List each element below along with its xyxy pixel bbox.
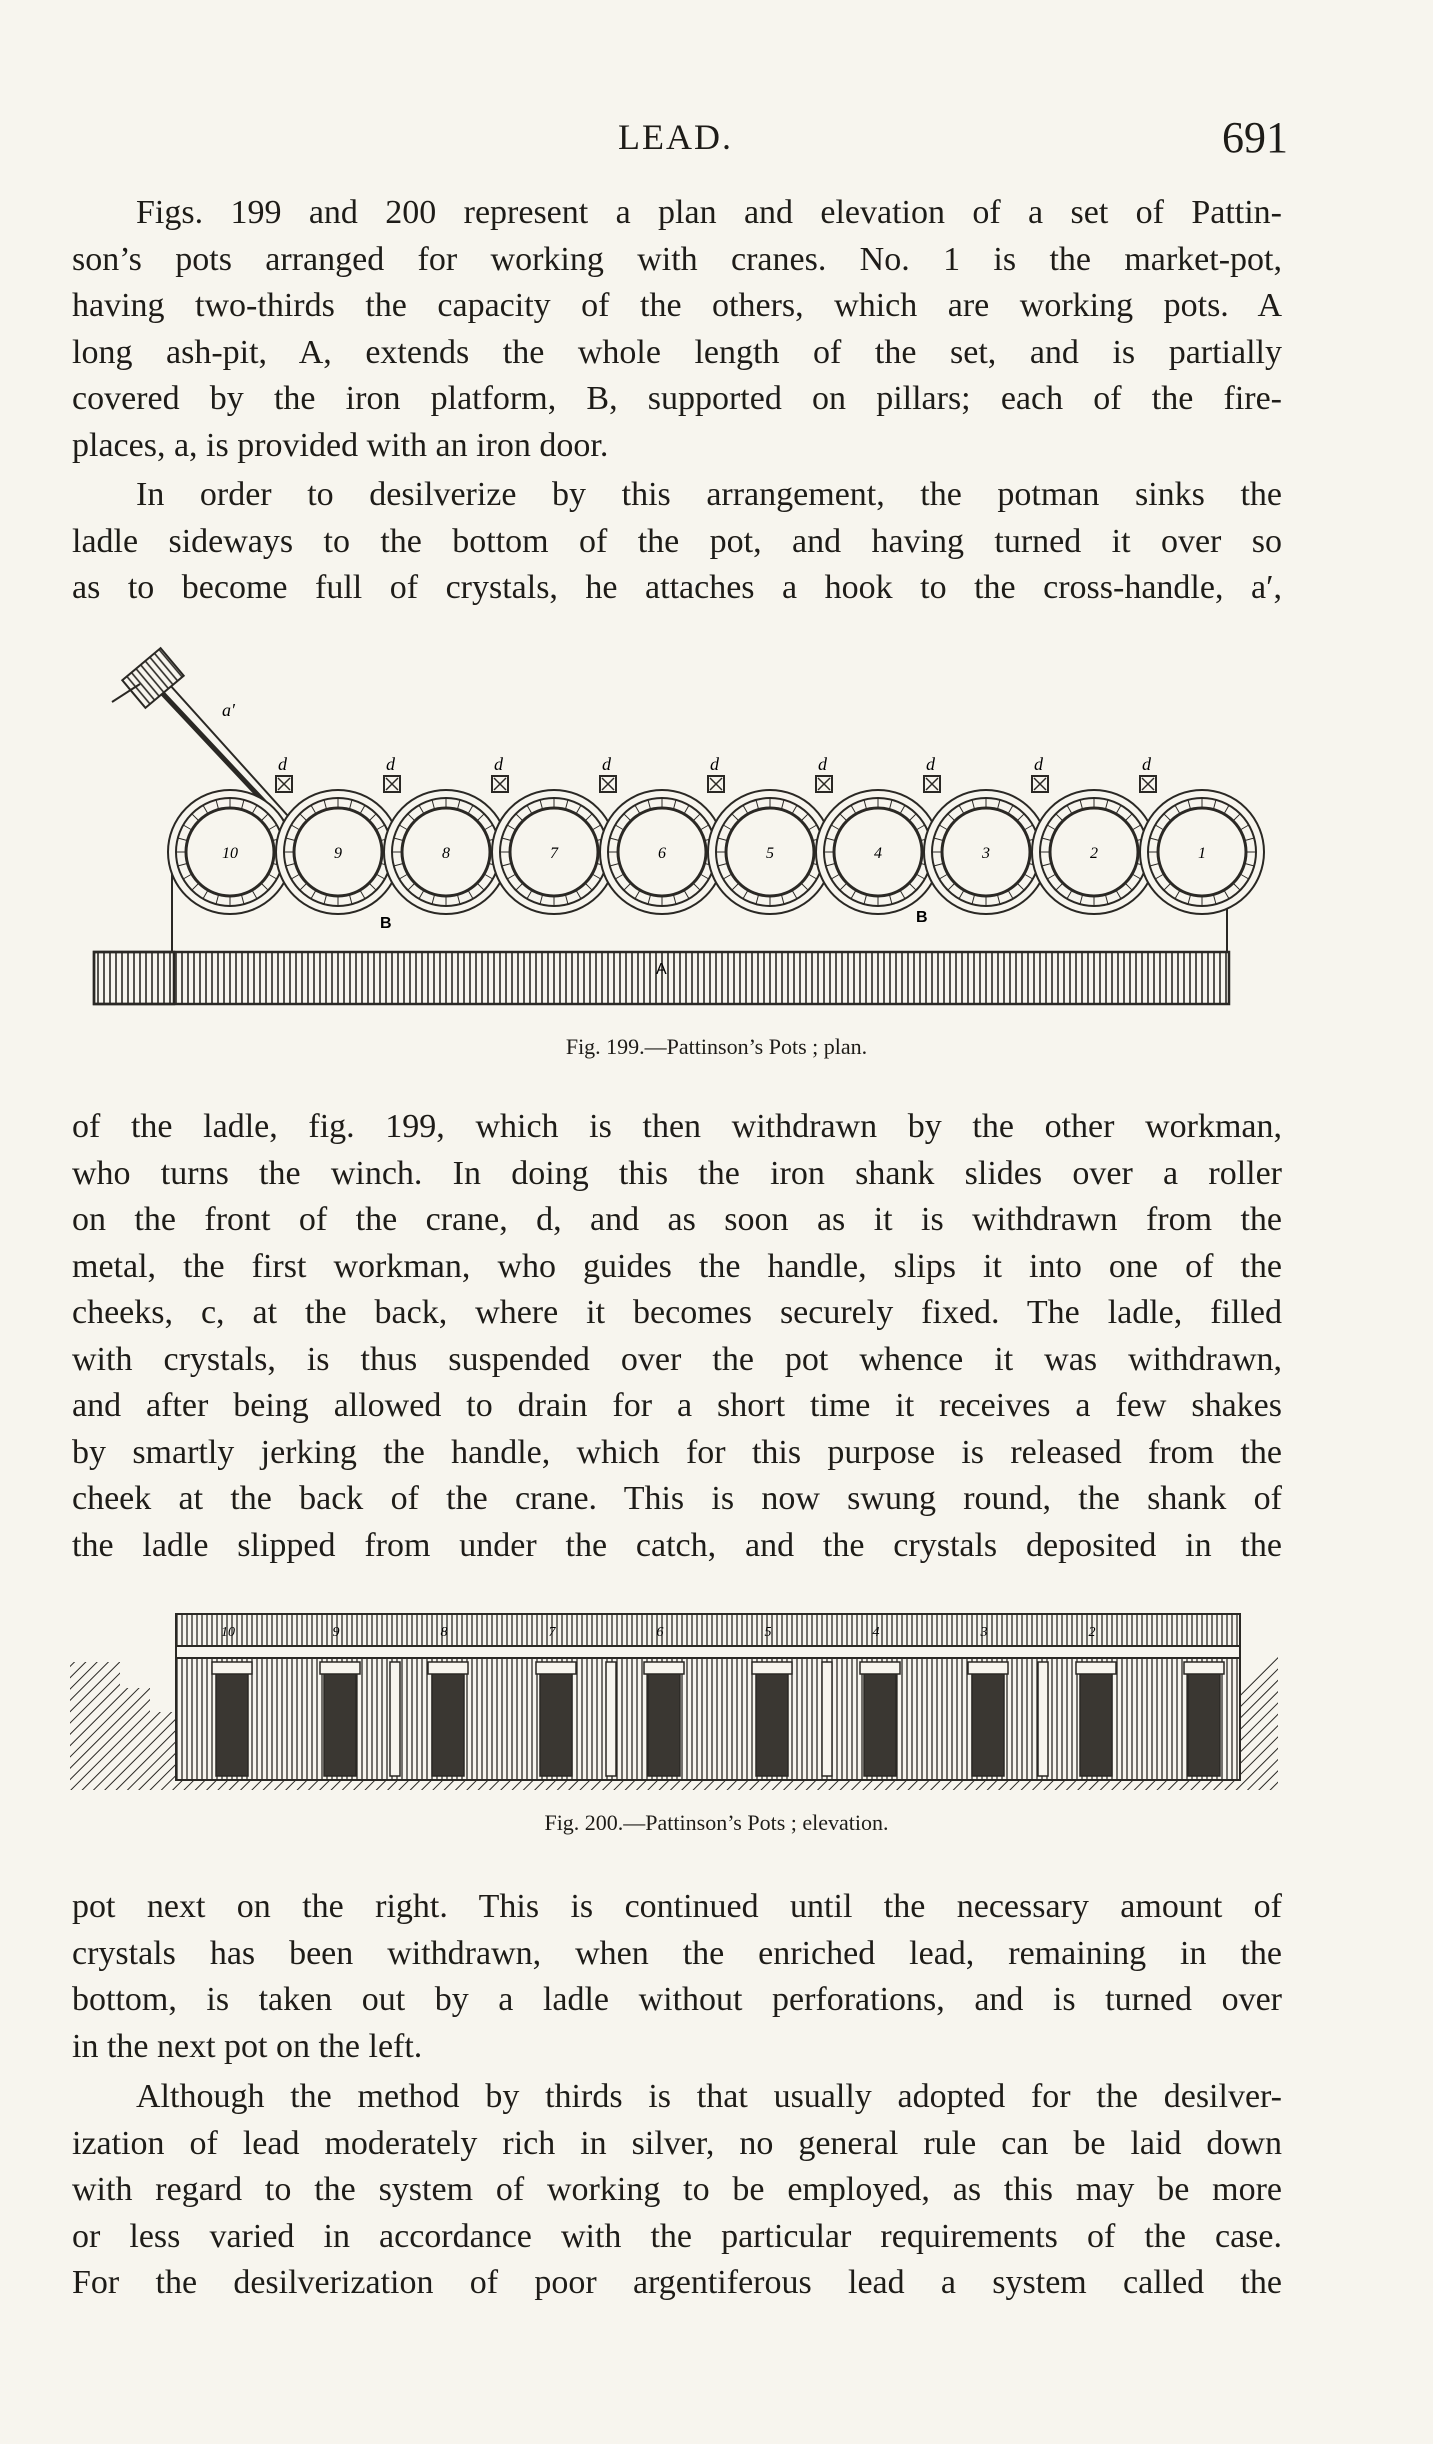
crane [1032, 754, 1048, 792]
text-line: crystals has been withdrawn, when the enriched lead, remaining in the [72, 1934, 1282, 1972]
text-line: having two-thirds the capacity of the others, which are working pots. A [72, 287, 1282, 324]
elevation-pot-label: 9 [332, 1625, 340, 1640]
pot [492, 790, 616, 914]
pot [816, 790, 940, 914]
text-line: who turns the winch. In doing this the iron shank slides over a roller [72, 1154, 1282, 1192]
pillar [822, 1662, 832, 1776]
text-line: Figs. 199 and 200 represent a plan and elevation of a set of Pattin- [136, 194, 1282, 231]
text-line: cheeks, c, at the back, where it becomes securely fixed. The ladle, filled [72, 1294, 1282, 1331]
pot [276, 790, 400, 914]
text-line: cheek at the back of the crane. This is now swung round, the shank of [72, 1480, 1282, 1517]
pot-label: 7 [550, 845, 558, 862]
door-lintel [428, 1662, 468, 1674]
figure-199-caption: Fig. 199.—Pattinson’s Pots ; plan. [565, 1034, 868, 1059]
pot [384, 790, 508, 914]
door-lintel [968, 1662, 1008, 1674]
pot-row [168, 790, 1264, 914]
door-lintel [212, 1662, 252, 1674]
door-lintel [536, 1662, 576, 1674]
elevation-pot-label: 5 [764, 1625, 772, 1640]
pillar [1038, 1662, 1048, 1776]
elevation-pot-label: 4 [872, 1625, 880, 1640]
elevation-pot-label: 10 [221, 1625, 235, 1640]
pot-label: 8 [442, 845, 450, 862]
figure-200-caption: Fig. 200.—Pattinson’s Pots ; elevation. [544, 1810, 889, 1835]
crane-label: d [926, 754, 935, 774]
ash-pit [94, 952, 1229, 1004]
crane [708, 754, 724, 792]
pillar [390, 1662, 400, 1776]
fire-door [216, 1672, 248, 1776]
elevation-pot-label: 8 [440, 1625, 448, 1640]
door-lintel [1184, 1662, 1224, 1674]
platform-label: B [380, 915, 392, 932]
text-line: in the next pot on the left. [72, 2027, 423, 2065]
crane [492, 754, 508, 792]
door-lintel [644, 1662, 684, 1674]
pot [1032, 790, 1156, 914]
fire-door [324, 1672, 356, 1776]
text-line: son’s pots arranged for working with cranes. No. 1 is the market-pot, [72, 240, 1282, 278]
elevation-pot-label: 7 [548, 1625, 556, 1640]
text-line: covered by the iron platform, B, supported on pillars; each of the fire- [72, 380, 1282, 417]
figure-200 [0, 1600, 1433, 1850]
pot-label: 3 [982, 845, 990, 862]
door-lintel [320, 1662, 360, 1674]
pot-label: 10 [222, 845, 238, 862]
crane [924, 754, 940, 792]
page-header [0, 112, 1433, 172]
text-line: and after being allowed to drain for a short time it receives a few shakes [72, 1387, 1282, 1424]
fire-door [648, 1672, 680, 1776]
door-lintel [860, 1662, 900, 1674]
door-lintel [1076, 1662, 1116, 1674]
pot-label: 4 [874, 845, 882, 862]
pot-label: 6 [658, 845, 666, 862]
elevation-pot-label: 2 [1088, 1625, 1096, 1640]
text-line: metal, the first workman, who guides the handle, slips it into one of the [72, 1247, 1282, 1285]
page-number: 691 [1222, 113, 1288, 162]
platform-label: B [916, 909, 928, 926]
crane-label: d [278, 754, 287, 774]
fire-door [540, 1672, 572, 1776]
crane-label: d [818, 754, 827, 774]
text-line: places, a, is provided with an iron door. [72, 426, 609, 464]
door-lintel [752, 1662, 792, 1674]
fire-door [756, 1672, 788, 1776]
crane-label: d [386, 754, 395, 774]
handle-label: a′ [222, 700, 235, 720]
text-line: or less varied in accordance with the particular requirements of the case. [72, 2217, 1282, 2255]
crane-label: d [1142, 754, 1151, 774]
crane [816, 754, 832, 792]
elevation-pot-label: 6 [656, 1625, 664, 1640]
fire-door [972, 1672, 1004, 1776]
text-line: In order to desilverize by this arrangement, the potman sinks the [136, 476, 1282, 513]
fire-door [864, 1672, 896, 1776]
pot-label: 1 [1198, 845, 1206, 862]
crane [1140, 754, 1156, 792]
elevation-pot-label: 3 [980, 1625, 988, 1640]
pot [1140, 790, 1264, 914]
crane-label: d [710, 754, 719, 774]
text-line: ladle sideways to the bottom of the pot, and having turned it over so [72, 522, 1282, 560]
pillar [606, 1662, 616, 1776]
ash-pit-label: A [656, 961, 667, 978]
crane [384, 754, 400, 792]
paragraph-1 [72, 190, 1282, 469]
text-line: of the ladle, fig. 199, which is then withdrawn by the other workman, [72, 1108, 1282, 1145]
pot [168, 790, 292, 914]
text-line: pot next on the right. This is continued until the necessary amount of [72, 1888, 1282, 1925]
text-line: For the desilverization of poor argentiferous lead a system called the [72, 2264, 1282, 2301]
pot-label: 5 [766, 845, 774, 862]
text-line: ization of lead moderately rich in silver, no general rule can be laid down [72, 2124, 1282, 2162]
text-line: on the front of the crane, d, and as soon as it is withdrawn from the [72, 1201, 1282, 1238]
crane-label: d [494, 754, 503, 774]
paragraph-4 [72, 1884, 1282, 2070]
pot [924, 790, 1048, 914]
crane [276, 754, 292, 792]
text-line: the ladle slipped from under the catch, and the crystals deposited in the [72, 1526, 1282, 1564]
crane [600, 754, 616, 792]
text-line: as to become full of crystals, he attaches a hook to the cross-handle, a′, [72, 569, 1282, 606]
crane-label: d [1034, 754, 1043, 774]
pot [600, 790, 724, 914]
crane-label: d [602, 754, 611, 774]
figure-200-drawing [0, 1600, 1433, 1800]
text-line: Although the method by thirds is that usually adopted for the desilver- [136, 2078, 1282, 2115]
paragraph-2 [72, 472, 1282, 612]
running-title: LEAD. [618, 117, 733, 157]
paragraph-3 [72, 1104, 1282, 1569]
pot [708, 790, 832, 914]
figure-199 [0, 640, 1433, 1070]
text-line: long ash-pit, A, extends the whole length of the set, and is partially [72, 333, 1282, 371]
fire-door [1188, 1672, 1220, 1776]
paragraph-5 [72, 2074, 1282, 2307]
crane-row [276, 754, 1156, 792]
fire-door [432, 1672, 464, 1776]
text-line: by smartly jerking the handle, which for this purpose is released from the [72, 1433, 1282, 1471]
pot-label: 9 [334, 845, 342, 862]
figure-199-drawing [0, 640, 1433, 1020]
fire-door [1080, 1672, 1112, 1776]
text-line: with crystals, is thus suspended over the pot whence it was withdrawn, [72, 1340, 1282, 1378]
text-line: bottom, is taken out by a ladle without perforations, and is turned over [72, 1981, 1282, 2018]
text-line: with regard to the system of working to be employed, as this may be more [72, 2171, 1282, 2208]
pot-label: 2 [1090, 845, 1098, 862]
